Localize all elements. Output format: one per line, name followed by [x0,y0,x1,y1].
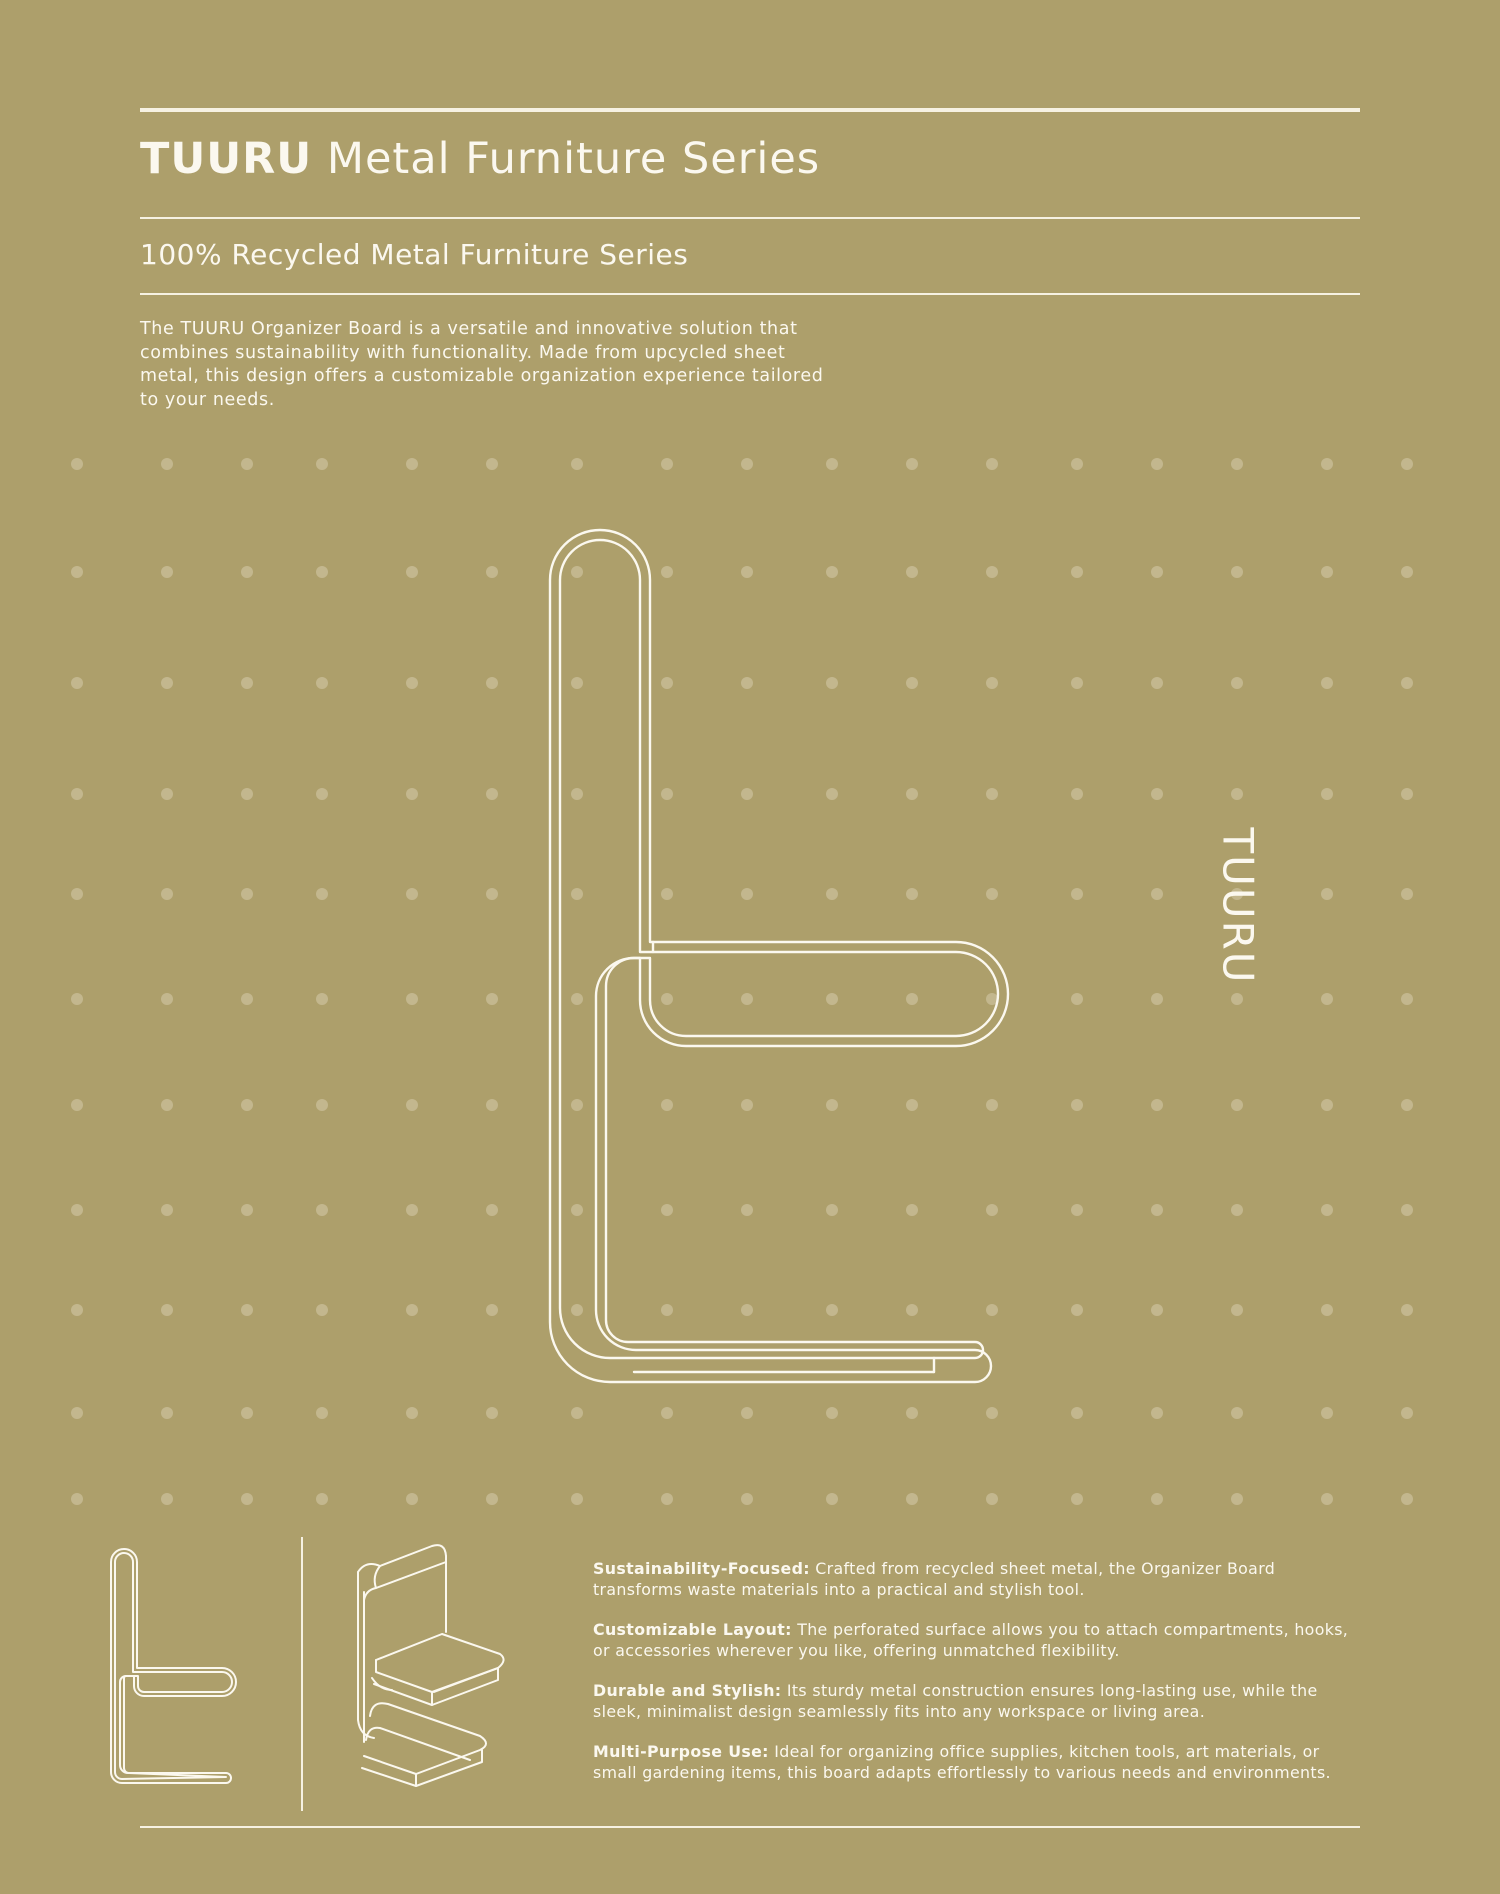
thumbnail-divider [301,1537,303,1811]
pegboard-dot [1151,1407,1163,1419]
pegboard-dot [241,566,253,578]
pegboard-dot [1401,677,1413,689]
pegboard-dot [316,788,328,800]
pegboard-dot [486,458,498,470]
feature-heading: Durable and Stylish: [593,1681,782,1700]
pegboard-dot [406,458,418,470]
feature-text: Its sturdy metal construction ensures long-lasting use, while the sleek, minimalist design seamlessly fits into any workspace or living area. [593,1681,1318,1721]
pegboard-dot [316,566,328,578]
pegboard-dot [316,993,328,1005]
pegboard-dot [741,1493,753,1505]
pegboard-dot [571,1493,583,1505]
pegboard-dot [826,1204,838,1216]
pegboard-dot [571,888,583,900]
pegboard-dot [486,888,498,900]
pegboard-dot [986,888,998,900]
pegboard-dot [71,788,83,800]
pegboard-dot [406,677,418,689]
pegboard-dot [71,1204,83,1216]
feature-list [593,1559,1363,1803]
pegboard-dot [741,1099,753,1111]
pegboard-dot [486,1407,498,1419]
pegboard-dot [1401,1099,1413,1111]
pegboard-dot [1231,1099,1243,1111]
pegboard-dot [1321,993,1333,1005]
pegboard-dot [1321,788,1333,800]
pegboard-dot [906,458,918,470]
pegboard-dot [826,1099,838,1111]
pegboard-dot [571,788,583,800]
pegboard-dot [1151,1304,1163,1316]
pegboard-dot [241,458,253,470]
pegboard-dot [241,888,253,900]
pegboard-dot [71,566,83,578]
pegboard-dot [571,993,583,1005]
pegboard-dot [161,993,173,1005]
pegboard-dot [741,677,753,689]
pegboard-dot [1321,1204,1333,1216]
pegboard-dot [1401,888,1413,900]
pegboard-dot [661,1099,673,1111]
pegboard-dot [661,1204,673,1216]
pegboard-dot [571,566,583,578]
pegboard-dot [71,993,83,1005]
pegboard-dot [241,1304,253,1316]
pegboard-dot [1151,458,1163,470]
pegboard-dot [1071,1407,1083,1419]
pegboard-dot [826,1493,838,1505]
pegboard-dot [1231,458,1243,470]
pegboard-dot [1321,888,1333,900]
pegboard-dot [1401,1304,1413,1316]
pegboard-dot [741,566,753,578]
pegboard-dot [71,677,83,689]
chair-side-view-thumbnail [111,1549,236,1783]
pegboard-dot [241,788,253,800]
pegboard-dot [1151,788,1163,800]
pegboard-dot [906,566,918,578]
pegboard-dot [906,788,918,800]
pegboard-dot [986,677,998,689]
chair-side-elevation-drawing [550,530,1008,1382]
pegboard-dot [741,1407,753,1419]
feature-item [593,1742,1363,1783]
pegboard-dot [1071,888,1083,900]
feature-text: Crafted from recycled sheet metal, the Organizer Board transforms waste materials into a practical and stylish tool. [593,1559,1276,1599]
pegboard-dot [661,458,673,470]
pegboard-dot [986,458,998,470]
pegboard-dot [1231,566,1243,578]
pegboard-dot [1321,458,1333,470]
pegboard-dot [241,993,253,1005]
pegboard-dot [161,677,173,689]
pegboard-dot [1071,1099,1083,1111]
pegboard-dot [826,993,838,1005]
pegboard-dot [316,888,328,900]
pegboard-dot [1401,993,1413,1005]
pegboard-dot [486,1204,498,1216]
pegboard-dot [1321,1304,1333,1316]
pegboard-dot [406,993,418,1005]
pegboard-dot [486,788,498,800]
feature-heading: Multi-Purpose Use: [593,1742,769,1761]
pegboard-dot [316,1407,328,1419]
pegboard-dot [1231,677,1243,689]
pegboard-dot [826,566,838,578]
pegboard-dot [161,566,173,578]
pegboard-dot [661,788,673,800]
feature-text: Ideal for organizing office supplies, kitchen tools, art materials, or small gardening items, this board adapts effortlessly to various needs and environments. [593,1742,1331,1782]
pegboard-dot [571,458,583,470]
bottom-rule [140,1826,1360,1828]
pegboard-dot [741,1304,753,1316]
pegboard-dot [906,1407,918,1419]
pegboard-dot [241,677,253,689]
pegboard-dot [1401,1204,1413,1216]
pegboard-dot [1231,1493,1243,1505]
pegboard-dot [1401,566,1413,578]
title-brand: TUURU [140,134,313,184]
pegboard-dot [71,458,83,470]
pegboard-dot [161,888,173,900]
pegboard-dot [1321,1407,1333,1419]
pegboard-dot [161,1304,173,1316]
title-rest: Metal Furniture Series [312,134,821,184]
pegboard-dot [241,1493,253,1505]
pegboard-dot [486,1493,498,1505]
pegboard-dot [571,677,583,689]
pegboard-dot [1321,1099,1333,1111]
pegboard-dot [1151,888,1163,900]
pegboard-dot [986,566,998,578]
pegboard-dot [1231,993,1243,1005]
pegboard-dot [741,458,753,470]
pegboard-dot [661,888,673,900]
pegboard-dot [1071,458,1083,470]
pegboard-dot [1071,566,1083,578]
pegboard-dot [1151,1099,1163,1111]
pegboard-dot [486,1099,498,1111]
pegboard-dot [316,1304,328,1316]
pegboard-dot [826,788,838,800]
pegboard-dot [1151,1204,1163,1216]
pegboard-dot [316,458,328,470]
pegboard-dot [986,1493,998,1505]
pegboard-dot [1071,677,1083,689]
pegboard-dot [316,1493,328,1505]
pegboard-dot [406,788,418,800]
pegboard-dot [906,677,918,689]
pegboard-dot [161,1407,173,1419]
pegboard-dot [71,1407,83,1419]
pegboard-dot [986,1204,998,1216]
pegboard-dot [406,888,418,900]
pegboard-dot [161,1099,173,1111]
feature-item [593,1681,1363,1722]
pegboard-dot [986,1099,998,1111]
pegboard-dot [316,1099,328,1111]
intro-paragraph: The TUURU Organizer Board is a versatile and innovative solution that combines sustainability with functionality. Made from upcycled sheet metal, this design offers a customizable organization experience tailored to your needs. [140,319,824,410]
pegboard-dot [316,677,328,689]
pegboard-dot [161,458,173,470]
pegboard-dot [1071,788,1083,800]
page-subtitle: 100% Recycled Metal Furniture Series [140,238,689,271]
pegboard-dot [661,1304,673,1316]
pegboard-dot [826,1407,838,1419]
pegboard-dot [1071,1304,1083,1316]
pegboard-dot [661,1493,673,1505]
pegboard-dot [1071,993,1083,1005]
pegboard-dot [1071,1493,1083,1505]
pegboard-dot [741,993,753,1005]
pegboard-dot [571,1204,583,1216]
pegboard-dot [1231,1204,1243,1216]
pegboard-dot [741,788,753,800]
pegboard-dot [1151,1493,1163,1505]
pegboard-dot [316,1204,328,1216]
pegboard-dot [906,993,918,1005]
pegboard-dot [1071,1204,1083,1216]
pegboard-dot [826,458,838,470]
pegboard-dot [406,566,418,578]
pegboard-dot [906,1204,918,1216]
pegboard-dot [1321,566,1333,578]
pegboard-dot [1401,458,1413,470]
pegboard-dot [826,888,838,900]
pegboard-dot [161,788,173,800]
pegboard-dot [241,1204,253,1216]
pegboard-dot [71,888,83,900]
pegboard-dot [906,1304,918,1316]
feature-heading: Sustainability-Focused: [593,1559,810,1578]
vertical-brand-label: TUURU [1213,827,1263,985]
pegboard-dot [571,1407,583,1419]
feature-item [593,1620,1363,1661]
pegboard-dot [661,566,673,578]
pegboard-dot [161,1204,173,1216]
pegboard-dot [661,993,673,1005]
pegboard-dot-grid [71,458,1413,1505]
pegboard-dot [741,888,753,900]
pegboard-dot [906,1099,918,1111]
pegboard-dot [986,1304,998,1316]
feature-item [593,1559,1363,1600]
pegboard-dot [661,1407,673,1419]
pegboard-dot [241,1099,253,1111]
pegboard-dot [161,1493,173,1505]
pegboard-dot [71,1304,83,1316]
pegboard-dot [986,788,998,800]
pegboard-dot [241,1407,253,1419]
chair-isometric-thumbnail [358,1545,504,1786]
feature-text: The perforated surface allows you to attach compartments, hooks, or accessories wherever you like, offering unmatched flexibility. [593,1620,1349,1660]
pegboard-dot [71,1099,83,1111]
pegboard-dot [486,993,498,1005]
pegboard-dot [826,1304,838,1316]
pegboard-dot [1401,1493,1413,1505]
pegboard-dot [1231,1407,1243,1419]
pegboard-dot [1321,1493,1333,1505]
pegboard-dot [71,1493,83,1505]
feature-heading: Customizable Layout: [593,1620,792,1639]
pegboard-dot [1151,993,1163,1005]
pegboard-dot [1231,788,1243,800]
pegboard-dot [906,888,918,900]
pegboard-dot [1321,677,1333,689]
pegboard-dot [406,1099,418,1111]
pegboard-dot [826,677,838,689]
pegboard-dot [486,1304,498,1316]
pegboard-dot [406,1304,418,1316]
pegboard-dot [1401,788,1413,800]
pegboard-dot [1231,1304,1243,1316]
pegboard-dot [741,1204,753,1216]
pegboard-dot [406,1204,418,1216]
pegboard-dot [486,566,498,578]
pegboard-dot [661,677,673,689]
pegboard-dot [486,677,498,689]
pegboard-dot [1151,566,1163,578]
pegboard-dot [571,1304,583,1316]
pegboard-dot [906,1493,918,1505]
pegboard-dot [1401,1407,1413,1419]
pegboard-dot [571,1099,583,1111]
pegboard-dot [1151,677,1163,689]
pegboard-dot [406,1493,418,1505]
pegboard-dot [986,1407,998,1419]
pegboard-dot [406,1407,418,1419]
